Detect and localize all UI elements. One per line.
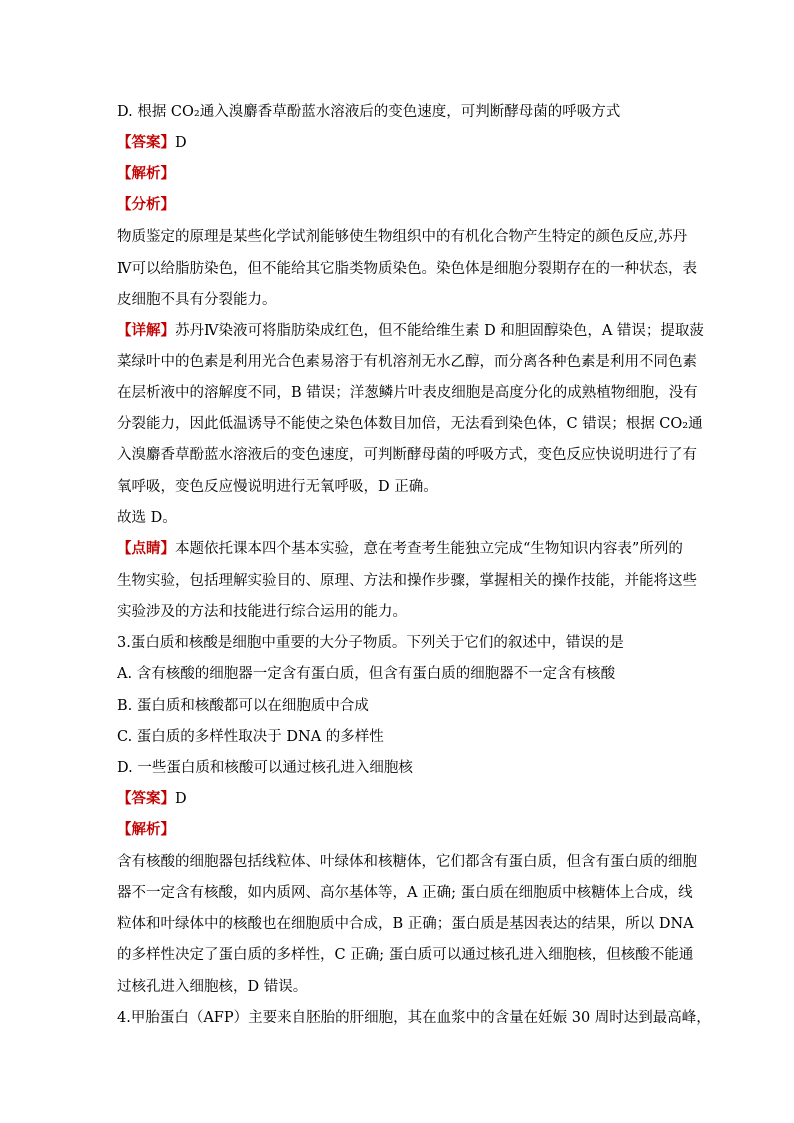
q2-detail-line: 入溴麝香草酚蓝水溶液后的变色速度，可判断酵母菌的呼吸方式，变色反应快说明进行了有 bbox=[117, 447, 697, 463]
q2-option-d: D. 根据 CO₂通入溴麝香草酚蓝水溶液后的变色速度，可判断酵母菌的呼吸方式 bbox=[117, 104, 621, 120]
q3-analysis-line: 粒体和叶绿体中的核酸也在细胞质中合成，B 正确；蛋白质是基因表达的结果，所以 DNA bbox=[117, 916, 694, 932]
q2-dianjing-line: 实验涉及的方法和技能进行综合运用的能力。 bbox=[117, 604, 407, 620]
q2-detail-line: 在层析液中的溶解度不同，B 错误；洋葱鳞片叶表皮细胞是高度分化的成熟植物细胞，没有 bbox=[117, 385, 698, 401]
q4-stem: 4.甲胎蛋白（AFP）主要来自胚胎的肝细胞，其在血浆中的含量在妊娠 30 周时达到最高峰， bbox=[117, 1010, 711, 1026]
q2-detail-line: 氧呼吸，变色反应慢说明进行无氧呼吸，D 正确。 bbox=[117, 479, 438, 495]
q3-analysis-line: 的多样性决定了蛋白质的多样性，C 正确; 蛋白质可以通过核孔进入细胞核，但核酸不能通 bbox=[117, 947, 694, 963]
answer-tag: 【答案】 bbox=[117, 790, 175, 807]
detail-text: 苏丹Ⅳ染液可将脂肪染成红色，但不能给维生素 D 和胆固醇染色，A 错误；提取菠 bbox=[175, 323, 704, 339]
q2-fenxi-line: 皮细胞不具有分裂能力。 bbox=[117, 292, 277, 308]
answer-tag: 【答案】 bbox=[117, 134, 175, 151]
q2-analysis-tag: 【解析】 bbox=[117, 165, 175, 182]
q3-analysis-line: 含有核酸的细胞器包括线粒体、叶绿体和核糖体，它们都含有蛋白质，但含有蛋白质的细胞 bbox=[117, 854, 697, 870]
q3-stem: 3.蛋白质和核酸是细胞中重要的大分子物质。下列关于它们的叙述中，错误的是 bbox=[117, 635, 624, 651]
q2-fenxi-line: Ⅳ可以给脂肪染色，但不能给其它脂类物质染色。染色体是细胞分裂期存在的一种状态，表 bbox=[117, 261, 697, 277]
q2-conclusion: 故选 D。 bbox=[117, 510, 177, 526]
q2-dianjing-line bbox=[117, 538, 684, 560]
answer-value: D bbox=[175, 135, 187, 151]
q3-option-c: C. 蛋白质的多样性取决于 DNA 的多样性 bbox=[117, 729, 384, 745]
dianjing-tag: 【点睛】 bbox=[117, 540, 175, 557]
answer-value: D bbox=[175, 791, 187, 807]
q3-option-b: B. 蛋白质和核酸都可以在细胞质中合成 bbox=[117, 698, 369, 714]
q2-answer bbox=[117, 132, 684, 154]
q2-detail-line: 分裂能力，因此低温诱导不能使之染色体数目加倍，无法看到染色体，C 错误；根据 CO₂通 bbox=[117, 416, 703, 432]
q3-answer bbox=[117, 788, 684, 810]
q2-dianjing-line: 生物实验，包括理解实验目的、原理、方法和操作步骤，掌握相关的操作技能，并能将这些 bbox=[117, 573, 697, 589]
q3-option-a: A. 含有核酸的细胞器一定含有蛋白质，但含有蛋白质的细胞器不一定含有核酸 bbox=[117, 666, 616, 682]
q2-fenxi-tag: 【分析】 bbox=[117, 196, 175, 213]
q2-fenxi-line: 物质鉴定的原理是某些化学试剂能够使生物组织中的有机化合物产生特定的颜色反应,苏丹 bbox=[117, 229, 688, 245]
q2-detail-line bbox=[117, 320, 704, 342]
q3-option-d: D. 一些蛋白质和核酸可以通过核孔进入细胞核 bbox=[117, 760, 413, 776]
dianjing-text: 本题依托课本四个基本实验，意在考查考生能独立完成“生物知识内容表”所列的 bbox=[175, 541, 683, 557]
detail-tag: 【详解】 bbox=[117, 322, 175, 339]
q3-analysis-line: 过核孔进入细胞核，D 错误。 bbox=[117, 979, 308, 995]
q3-analysis-tag: 【解析】 bbox=[117, 821, 175, 838]
q3-analysis-line: 器不一定含有核酸，如内质网、高尔基体等，A 正确; 蛋白质在细胞质中核糖体上合成，线 bbox=[117, 885, 693, 901]
q2-detail-line: 菜绿叶中的色素是利用光合色素易溶于有机溶剂无水乙醇，而分离各种色素是利用不同色素 bbox=[117, 354, 697, 370]
